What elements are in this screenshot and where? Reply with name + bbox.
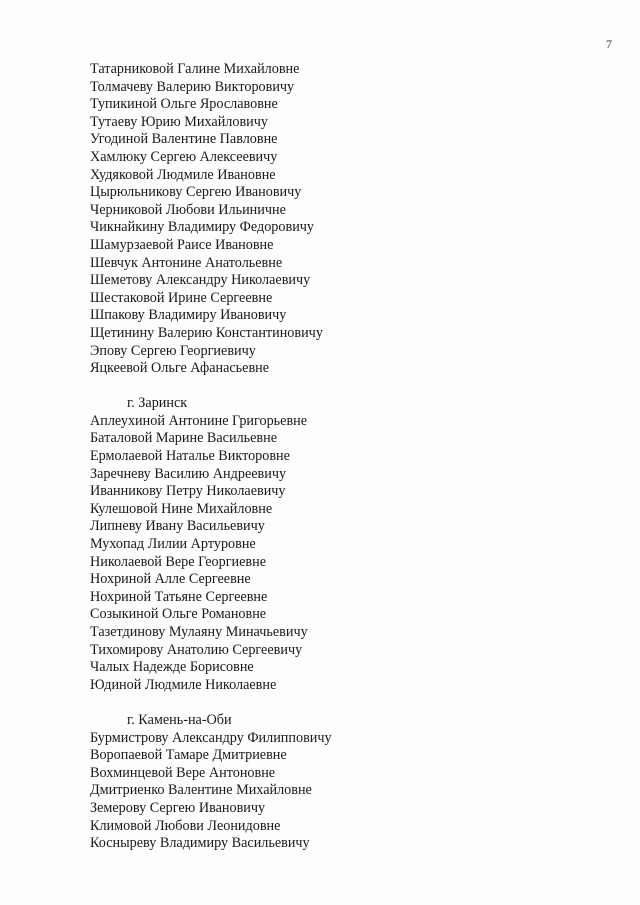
list-item: Ермолаевой Наталье Викторовне xyxy=(90,448,290,465)
section-gap xyxy=(90,694,610,712)
section-heading-zarinsk: г. Заринск xyxy=(127,395,188,412)
list-item: Климовой Любови Леонидовне xyxy=(90,817,281,834)
section-heading-kamen-na-obi: г. Камень-на-Оби xyxy=(127,711,232,728)
list-item: Тихомирову Анатолию Сергеевичу xyxy=(90,641,303,658)
list-item: Шевчук Антонине Анатольевне xyxy=(90,254,283,271)
list-item: Тазетдинову Мулаяну Миначьевичу xyxy=(90,624,308,640)
list-item: Заречневу Василию Андреевичу xyxy=(90,465,287,482)
list-item: Хамлюку Сергею Алексеевичу xyxy=(90,148,278,165)
list-item: Земерову Сергею Ивановичу xyxy=(90,799,266,816)
name-list-zarinsk xyxy=(90,413,610,695)
list-item: Баталовой Марине Васильевне xyxy=(90,430,278,447)
name-list-kamen-na-obi xyxy=(90,730,610,853)
list-item: Яцкеевой Ольге Афанасьевне xyxy=(90,360,270,377)
list-item: Щетинину Валерию Константиновичу xyxy=(90,324,323,341)
list-item: Мухопад Лилии Артуровне xyxy=(90,536,256,553)
section-gap xyxy=(90,378,610,396)
list-item: Шамурзаевой Раисе Ивановне xyxy=(90,236,274,253)
list-item: Дмитриенко Валентине Михайловне xyxy=(90,782,312,799)
list-item: Татарниковой Галине Михайловне xyxy=(90,61,300,77)
list-item: Иванникову Петру Николаевичу xyxy=(90,483,286,500)
list-item: Эпову Сергею Георгиевичу xyxy=(90,342,256,359)
list-item: Вохминцевой Вере Антоновне xyxy=(90,764,276,781)
list-item: Чикнайкину Владимиру Федоровичу xyxy=(90,219,315,236)
list-item: Цырюльникову Сергею Ивановичу xyxy=(90,184,302,201)
list-item: Кулешовой Нине Михайловне xyxy=(90,500,273,517)
list-item: Аплеухиной Антонине Григорьевне xyxy=(90,412,308,429)
list-item: Нохриной Татьяне Сергеевне xyxy=(90,588,268,605)
list-item: Черниковой Любови Ильиничне xyxy=(90,201,286,218)
name-list-continued xyxy=(90,61,610,378)
list-item: Воропаевой Тамаре Дмитриевне xyxy=(90,747,287,764)
list-item: Худяковой Людмиле Ивановне xyxy=(90,166,276,183)
list-item: Тутаеву Юрию Михайловичу xyxy=(90,113,268,130)
document-content xyxy=(90,61,610,853)
list-item: Бурмистрову Александру Филипповичу xyxy=(90,729,332,746)
list-item: Николаевой Вере Георгиевне xyxy=(90,553,267,570)
list-item: Косныреву Владимиру Васильевичу xyxy=(90,835,310,852)
list-item: Тупикиной Ольге Ярославовне xyxy=(90,96,278,113)
list-item: Юдиной Людмиле Николаевне xyxy=(90,676,277,693)
list-item: Чалых Надежде Борисовне xyxy=(90,659,254,676)
list-item: Липневу Ивану Васильевичу xyxy=(90,518,265,535)
list-item: Шеметову Александру Николаевичу xyxy=(90,272,311,289)
list-item: Нохриной Алле Сергеевне xyxy=(90,571,251,588)
list-item: Шпакову Владимиру Ивановичу xyxy=(90,307,287,324)
list-item: Толмачеву Валерию Викторовичу xyxy=(90,78,295,95)
list-item: Созыкиной Ольге Романовне xyxy=(90,606,267,623)
page-number: 7 xyxy=(606,37,612,51)
list-item: Угодиной Валентине Павловне xyxy=(90,131,278,148)
list-item: Шестаковой Ирине Сергеевне xyxy=(90,289,273,306)
